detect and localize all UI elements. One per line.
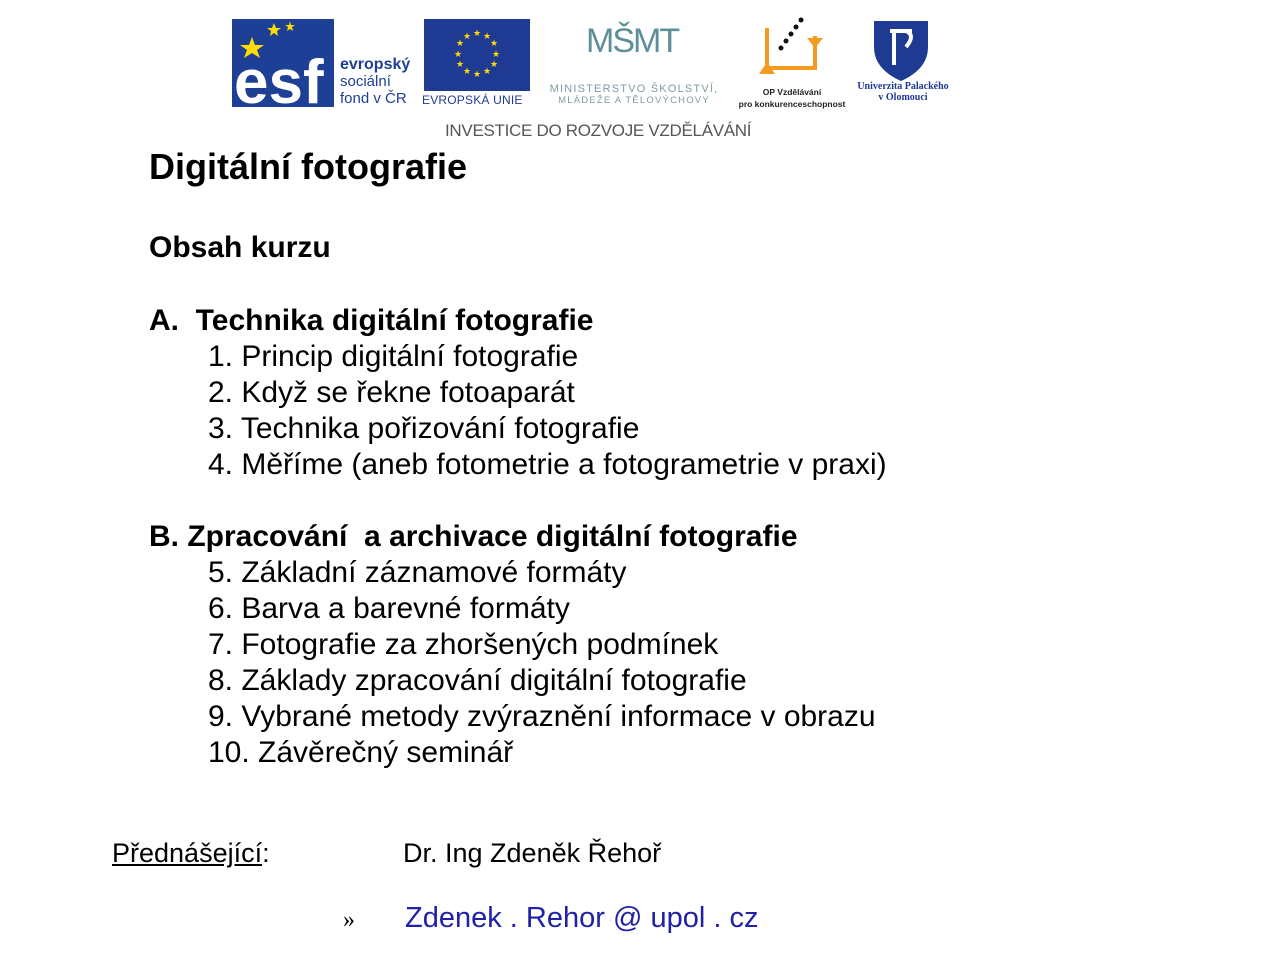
svg-text:★: ★: [455, 39, 465, 49]
msmt-logo: [580, 18, 680, 82]
svg-text:★: ★: [455, 60, 465, 70]
lecturer-label: [112, 836, 270, 870]
list-item: 1. Princip digitální fotografie: [208, 340, 579, 373]
list-item: 10. Závěrečný seminář: [208, 736, 514, 769]
svg-text:★: ★: [472, 29, 482, 39]
eu-flag-logo: [424, 19, 530, 91]
svg-text:★: ★: [472, 70, 482, 80]
lecturer-label-colon: :: [262, 838, 270, 868]
svg-text:★: ★: [482, 67, 492, 77]
course-contents-heading: Obsah kurzu: [149, 231, 331, 264]
list-item: 4. Měříme (aneb fotometrie a fotogrametrie v praxi): [208, 448, 887, 481]
msmt-line-1: MINISTERSTVO ŠKOLSTVÍ,: [549, 83, 719, 95]
op-line-2: pro konkurenceschopnost: [738, 99, 846, 109]
msmt-caption: [540, 83, 728, 107]
op-vzdelavani-logo: [755, 16, 827, 82]
investment-tagline: INVESTICE DO ROZVOJE VZDĚLÁVÁNÍ: [445, 121, 752, 140]
esf-mark-text: esf: [234, 48, 324, 107]
msmt-mark-text: MŠMT: [586, 22, 679, 60]
email-bullet: »: [343, 907, 355, 933]
lecturer-label-text: Přednášející: [112, 838, 263, 868]
svg-text:★: ★: [453, 50, 463, 60]
list-item: 5. Základní záznamové formáty: [208, 556, 627, 589]
list-item: 6. Barva a barevné formáty: [208, 592, 570, 625]
upol-line-1: Univerzita Palackého: [857, 81, 949, 92]
list-item: 9. Vybrané metody zvýraznění informace v obrazu: [208, 700, 876, 733]
upol-caption: [850, 81, 956, 103]
op-caption: [730, 86, 854, 110]
svg-text:★: ★: [489, 39, 499, 49]
upol-line-2: v Olomouci: [878, 92, 928, 103]
msmt-line-2: MLÁDEŽE A TĚLOVÝCHOVY: [558, 95, 710, 106]
upol-shield-logo: [870, 17, 932, 83]
esf-line-3: fond v ČR: [340, 90, 407, 107]
list-item: 2. Když se řekne fotoaparát: [208, 376, 575, 409]
svg-text:★: ★: [482, 32, 492, 42]
svg-text:★: ★: [462, 32, 472, 42]
svg-text:★: ★: [462, 67, 472, 77]
page-title: Digitální fotografie: [149, 146, 467, 187]
lecturer-email: Zdenek . Rehor @ upol . cz: [405, 902, 759, 934]
op-line-1: OP Vzdělávání: [762, 87, 822, 97]
list-item: 8. Základy zpracování digitální fotografie: [208, 664, 747, 697]
svg-text:★: ★: [491, 50, 501, 60]
esf-logo: [232, 19, 334, 107]
list-item: 3. Technika pořizování fotografie: [208, 412, 640, 445]
section-a-heading: A. Technika digitální fotografie: [149, 304, 594, 337]
lecturer-name: Dr. Ing Zdeněk Řehoř: [403, 838, 662, 868]
eu-caption: EVROPSKÁ UNIE: [422, 93, 523, 107]
esf-caption: [340, 56, 410, 107]
section-b-heading: B. Zpracování a archivace digitální fotografie: [149, 520, 798, 553]
list-item: 7. Fotografie za zhoršených podmínek: [208, 628, 719, 661]
esf-line-1: evropský: [340, 56, 411, 73]
svg-text:★: ★: [489, 60, 499, 70]
esf-line-2: sociální: [340, 73, 391, 90]
